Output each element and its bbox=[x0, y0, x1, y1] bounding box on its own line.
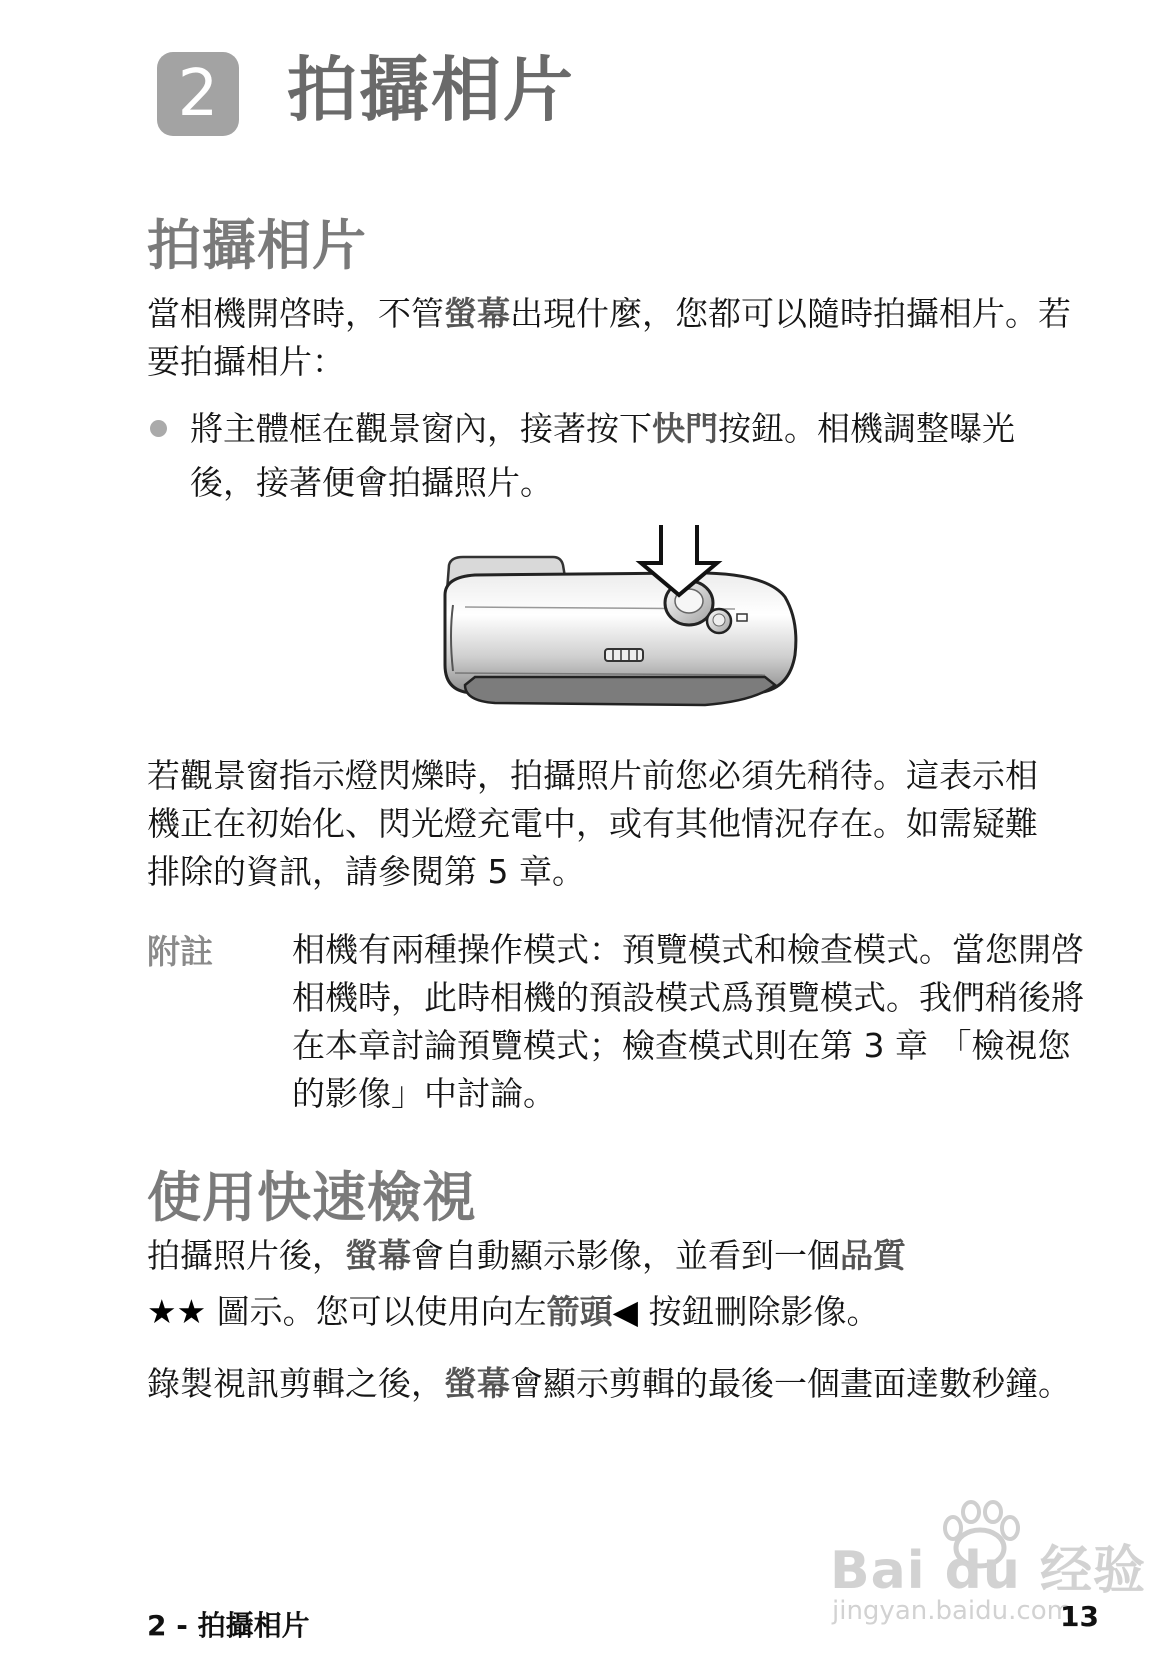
bullet-marker bbox=[150, 420, 167, 437]
qr-text-a: 拍攝照片後， bbox=[147, 1236, 345, 1275]
qr-text-d: 圖示。您可以使用向左 bbox=[206, 1292, 547, 1331]
bullet-term-shutter: 快門 bbox=[652, 409, 718, 448]
section-heading-take-photo: 拍攝相片 bbox=[147, 214, 367, 277]
note-label: 附註 bbox=[147, 932, 213, 971]
qr-text-c: 會自動顯示影像，並看到一個 bbox=[411, 1236, 840, 1275]
bullet-text-2: 按鈕。相機調整曝光後，接著便會拍攝照片。 bbox=[190, 409, 1015, 502]
indicator-paragraph: 若觀景窗指示燈閃爍時，拍攝照片前您必須先稍待。這表示相機正在初始化、閃光燈充電中，或有其他情況存在。如需疑難排除的資訊，請參閱第 5 章。 bbox=[147, 756, 1038, 891]
footer-chapter: 2 - 拍攝相片 bbox=[147, 1609, 310, 1642]
camera-shutter-illustration bbox=[435, 525, 805, 725]
qr-text-e: 按鈕刪除影像。 bbox=[638, 1292, 880, 1331]
vc-term-screen: 螢幕 bbox=[444, 1364, 510, 1403]
quality-stars-icon: ★★ bbox=[147, 1292, 207, 1331]
watermark-logo: Bai du 经验 bbox=[830, 1541, 1146, 1601]
section-heading-quick-review: 使用快速檢視 bbox=[147, 1166, 477, 1229]
left-arrow-icon: ◀ bbox=[612, 1292, 639, 1331]
qr-term-quality: 品質 bbox=[840, 1236, 906, 1275]
chapter-number-badge: 2 bbox=[157, 52, 239, 136]
qr-term-arrow: 箭頭 bbox=[546, 1292, 613, 1331]
quick-review-paragraph bbox=[147, 1228, 1077, 1340]
vc-text-a: 錄製視訊剪輯之後， bbox=[147, 1364, 444, 1403]
vc-text-c: 會顯示剪輯的最後一個畫面達數秒鐘。 bbox=[510, 1364, 1071, 1403]
qr-term-screen: 螢幕 bbox=[345, 1236, 411, 1275]
chapter-title: 拍攝相片 bbox=[287, 49, 575, 131]
video-clip-paragraph bbox=[147, 1360, 1097, 1408]
page-number: 13 bbox=[1060, 1600, 1099, 1633]
intro-term-screen: 螢幕 bbox=[444, 294, 510, 333]
bullet-text-1: 將主體框在觀景窗內，接著按下 bbox=[190, 409, 652, 448]
intro-text-2: 出現什麼，您都可以隨時拍攝相片。若要拍攝相片： bbox=[147, 294, 1071, 381]
intro-text-1: 當相機開啓時，不管 bbox=[147, 294, 444, 333]
watermark-url: jingyan.baidu.com bbox=[832, 1596, 1072, 1626]
note-text: 相機有兩種操作模式：預覽模式和檢查模式。當您開啓相機時，此時相機的預設模式爲預覽模式。我們稍後將在本章討論預覽模式；檢查模式則在第 3 章 「檢視您的影像」中討論。 bbox=[292, 930, 1084, 1113]
bullet-item bbox=[190, 402, 1080, 510]
intro-paragraph bbox=[147, 290, 1077, 386]
